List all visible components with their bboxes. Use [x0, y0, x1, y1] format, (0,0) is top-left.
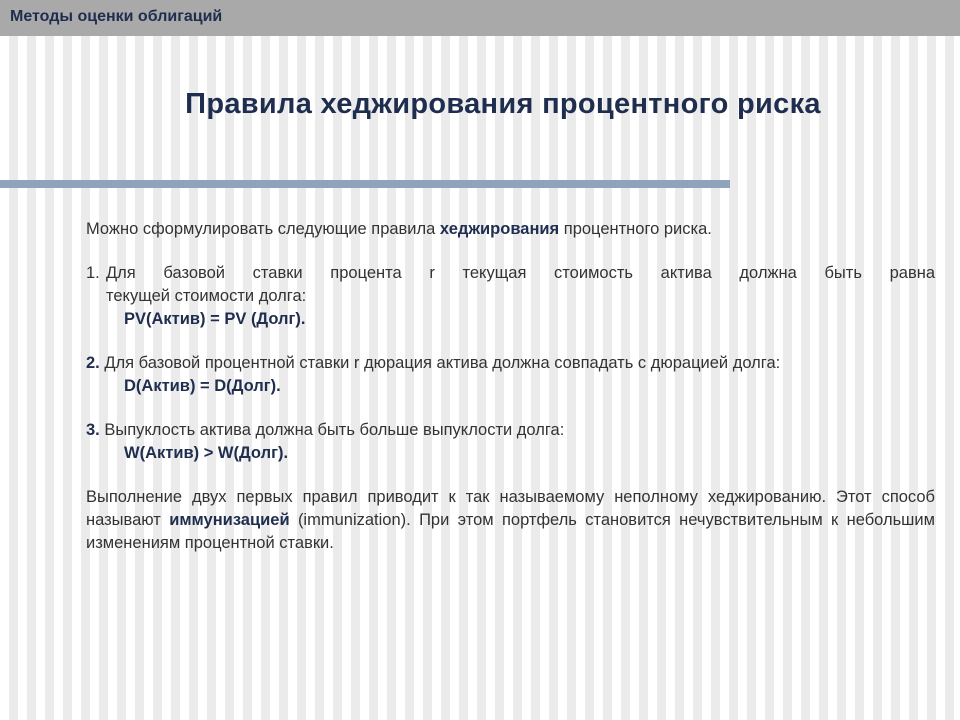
rule-1: [86, 262, 935, 285]
rule-2-formula: D(Актив) = D(Долг).: [124, 377, 281, 395]
rule-2: [86, 352, 935, 375]
rule-2-number: 2.: [86, 354, 100, 372]
conclusion-text-after: (immunization). При этом портфель становится нечувствительным к небольшим изменениям процентной ставки.: [86, 511, 935, 552]
rule-1-number: 1.: [86, 264, 100, 282]
title-divider: [0, 180, 730, 188]
rule-3-text: Выпуклость актива должна быть больше выпуклости долга:: [99, 421, 565, 439]
rule-3: [86, 419, 935, 442]
header-title: Методы оценки облигаций: [10, 8, 223, 25]
rule-2-text: Для базовой процентной ставки r дюрация актива должна совпадать с дюрацией долга:: [99, 354, 781, 372]
header-bar: [0, 0, 960, 36]
rule-1-line-2: текущей стоимости долга:: [106, 287, 307, 305]
intro-text-after: процентного риска.: [559, 220, 712, 238]
conclusion-text-before: Выполнение двух первых правил приводит к так называемому неполному хеджированию. Этот способ называют: [86, 488, 935, 529]
intro-text-bold: хеджирования: [439, 220, 560, 238]
rule-3-number: 3.: [86, 421, 100, 439]
slide-title: Правила хеджирования процентного риска: [185, 88, 821, 120]
rule-1-formula: PV(Актив) = PV (Долг).: [124, 310, 306, 328]
conclusion-text-bold: иммунизацией: [169, 511, 290, 529]
rule-1-line-1: Для базовой ставки процента r текущая стоимость актива должна быть равна: [106, 264, 935, 282]
conclusion-paragraph: [86, 486, 935, 555]
intro-paragraph: [86, 218, 935, 241]
slide-content: [86, 218, 935, 555]
intro-text-before: Можно сформулировать следующие правила: [86, 220, 440, 238]
rule-3-formula: W(Актив) > W(Долг).: [124, 444, 289, 462]
